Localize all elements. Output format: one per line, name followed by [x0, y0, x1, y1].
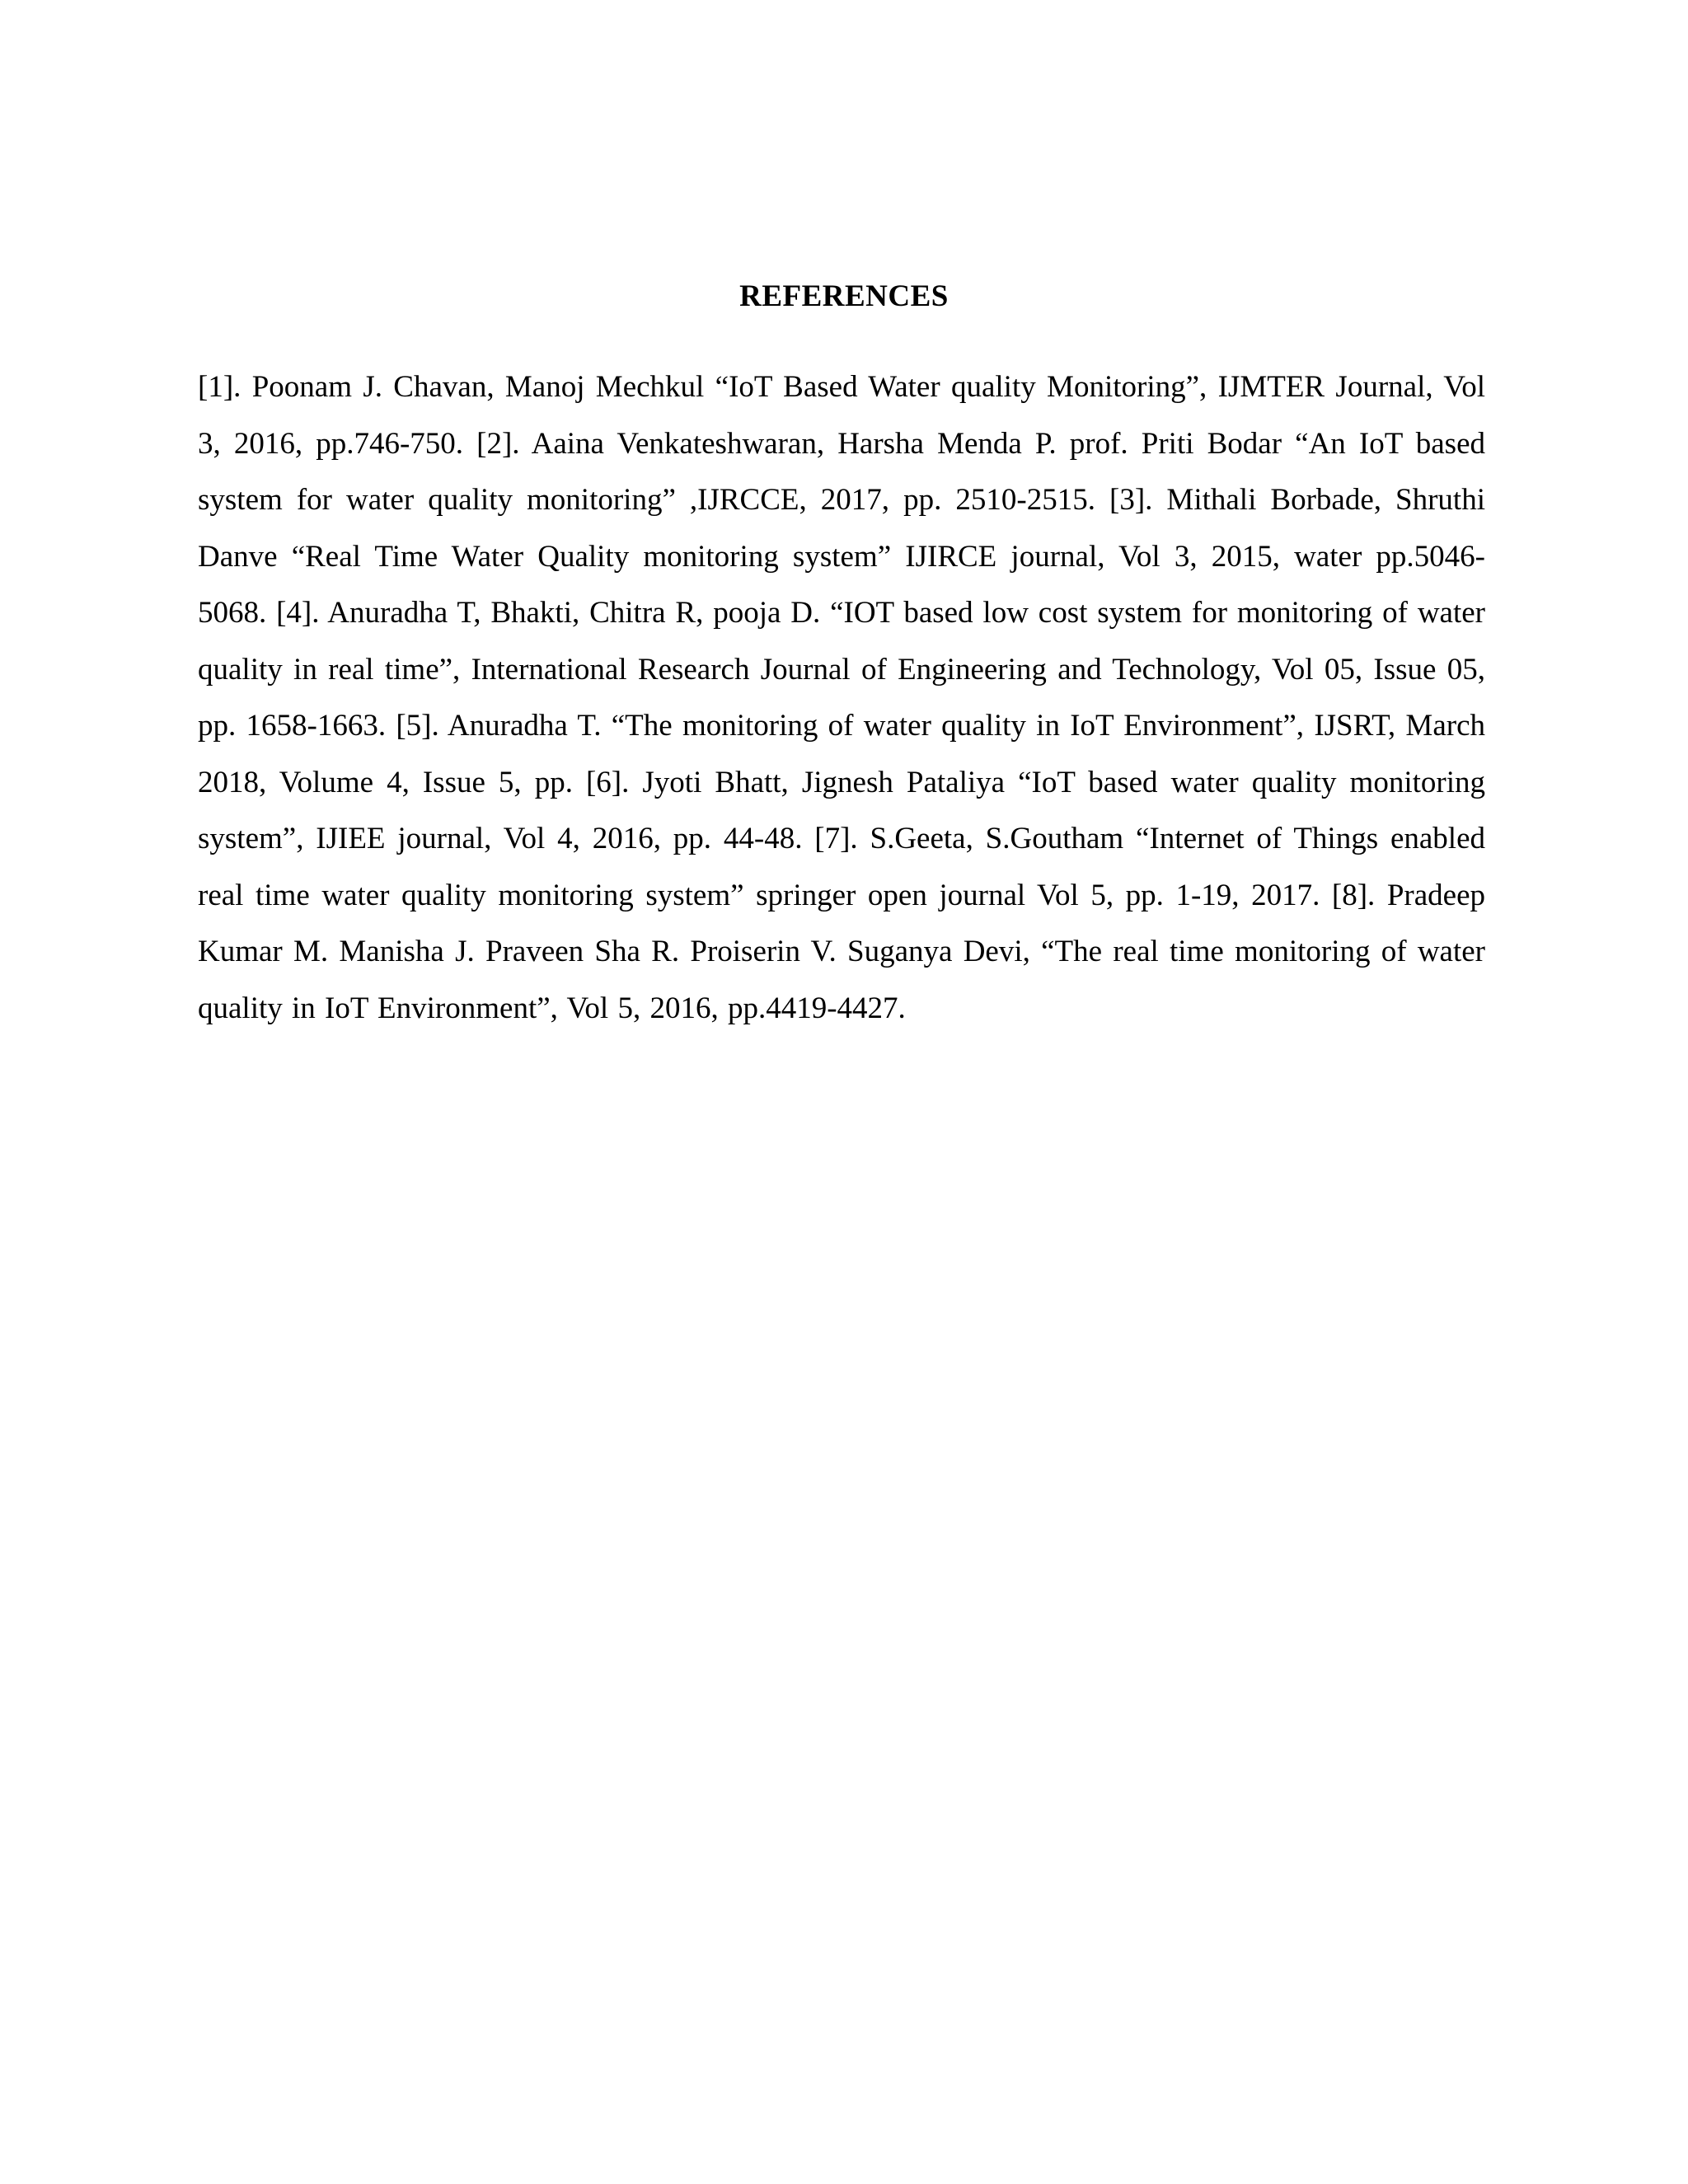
- references-paragraph: [1]. Poonam J. Chavan, Manoj Mechkul “IoT Based Water quality Monitoring”, IJMTER Journal, Vol 3, 2016, pp.746-750. [2]. Aaina Venkateshwaran, Harsha Menda P. prof. Priti Bodar “An IoT based system for water quality monitoring” ,IJRCCE, 2017, pp. 2510-2515. [3]. Mithali Borbade, Shruthi Danve “Real Time Water Quality monitoring system” IJIRCE journal, Vol 3, 2015, water pp.5046- 5068. [4]. Anuradha T, Bhakti, Chitra R, pooja D. “IOT based low cost system for monitoring of water quality in real time”, International Research Journal of Engineering and Technology, Vol 05, Issue 05, pp. 1658-1663. [5]. Anuradha T. “The monitoring of water quality in IoT Environment”, IJSRT, March 2018, Volume 4, Issue 5, pp. [6]. Jyoti Bhatt, Jignesh Pataliya “IoT based water quality monitoring system”, IJIEE journal, Vol 4, 2016, pp. 44-48. [7]. S.Geeta, S.Goutham “Internet of Things enabled real time water quality monitoring system” springer open journal Vol 5, pp. 1-19, 2017. [8]. Pradeep Kumar M. Manisha J. Praveen Sha R. Proiserin V. Suganya Devi, “The real time monitoring of water quality in IoT Environment”, Vol 5, 2016, pp.4419-4427.: [198, 370, 1485, 1025]
- page-title: REFERENCES: [739, 279, 949, 313]
